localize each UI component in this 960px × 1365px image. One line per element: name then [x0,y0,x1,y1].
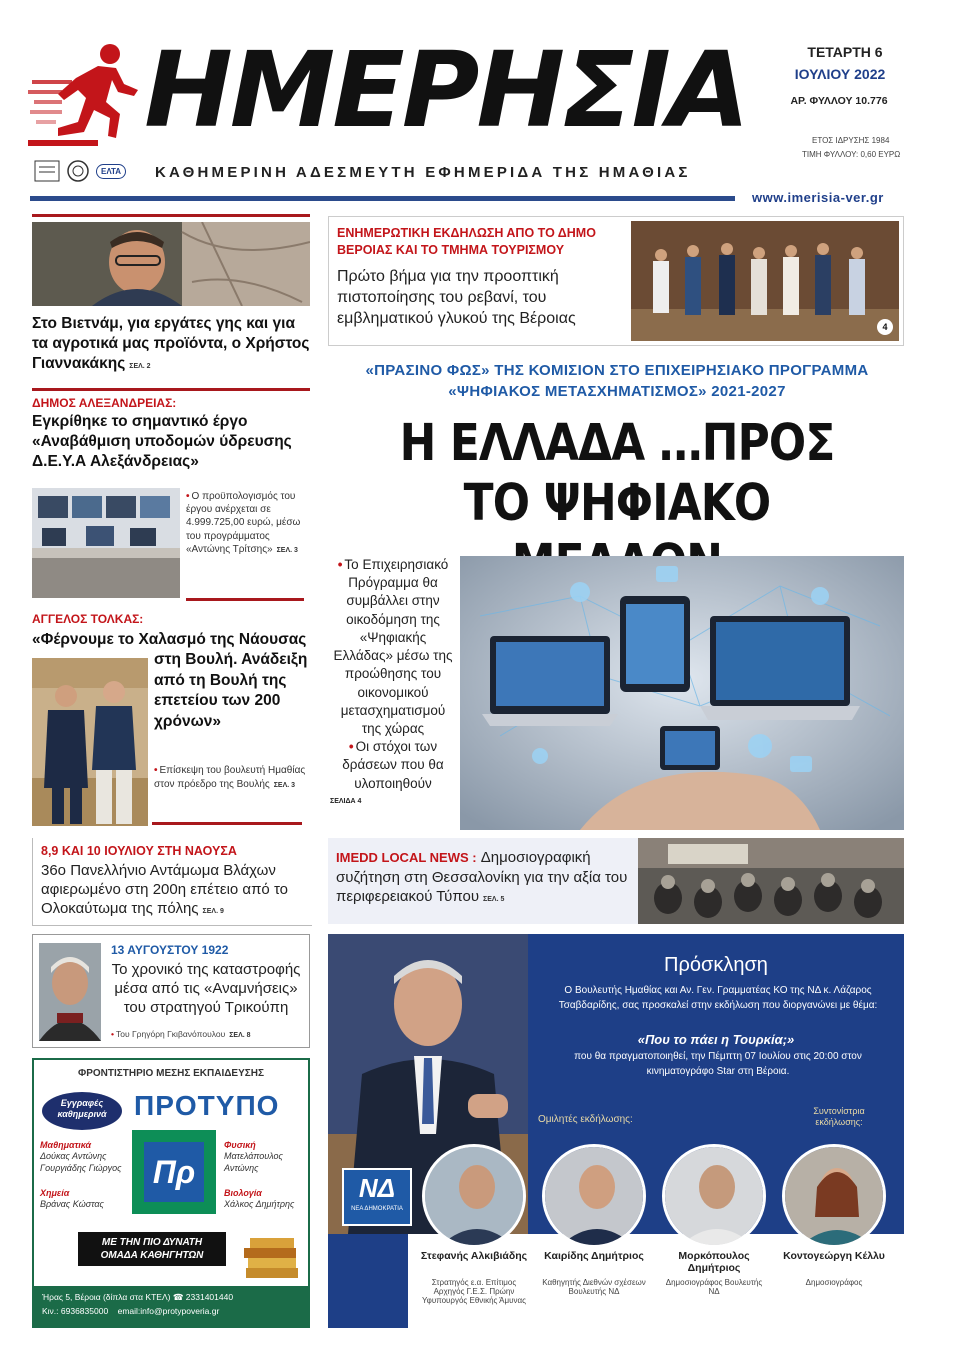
article-headline: Πρώτο βήμα για την προοπτική πιστοποίησης του ρεβανί, του εμβληματικού γλυκού της Βέροιας [337,268,576,327]
article-kicker: ΔΗΜΟΣ ΑΛΕΞΑΝΔΡΕΙΑΣ: [32,396,177,410]
alexandreia-article [32,396,310,472]
lead-bullets [330,556,456,806]
ad-title: ΦΡΟΝΤΙΣΤΗΡΙΟ ΜΕΣΗΣ ΕΚΠΑΙΔΕΥΣΗΣ [78,1068,264,1079]
header-rule [30,196,735,201]
teacher: Ματελάπουλος Αντώνης [224,1151,283,1173]
date-day: ΤΕΤΑΡΤΗ 6 [807,44,883,60]
masthead [0,0,960,210]
divider [186,598,304,601]
invitation-text: Ο Βουλευτής Ημαθίας και Αν. Γεν. Γραμματέας ΚΟ της ΝΔ κ. Λάζαρος Τσαβδαρίδης, σας προσκαλεί στην εκδήλωση που διοργανώνει με θέμα: [558,985,878,1011]
website-link[interactable]: www.imerisia-ver.gr [752,190,884,205]
ad-address: Ήρας 5, Βέροια (δίπλα στα ΚΤΕΛ) [42,1292,171,1302]
coordinator-photo [782,1144,886,1248]
coordinator-label: Συντονίστρια εκδήλωσης: [813,1106,865,1128]
speaker-photo [542,1144,646,1248]
ad-contact: Ήρας 5, Βέροια (δίπλα στα ΚΤΕΛ) ☎ 2331401440 Κιν.: 6936835000 email:info@protypoveria.gr [34,1286,308,1326]
party-logo-sub: ΝΕΑ ΔΗΜΟΚΡΑΤΙΑ [351,1206,403,1212]
date-month: ΙΟΥΛΙΟΥ 2022 [794,66,886,82]
teacher: Βράνας Κώστας [40,1199,104,1209]
conference-photo [638,838,904,924]
lead-headline: Η ΕΛΛΑΔΑ …ΠΡΟΣ ΤΟ ΨΗΦΙΑΚΟ [399,414,835,534]
elta-badge: ΕΛΤΑ [96,164,126,179]
tolkas-note: • Επίσκεψη του βουλευτή Ημαθίας στον πρόεδρο της Βουλής ΣΕΛ. 3 [154,764,308,791]
invitation-theme: «Που το πάει η Τουρκία;» [637,1032,795,1047]
speaker-photo [662,1144,766,1248]
imedd-article [328,838,904,924]
teacher: Δούκας Αντώνης [40,1151,107,1162]
subject: Χημεία [40,1187,70,1198]
speakers-label: Ομιλητές εκδήλωσης: [538,1114,633,1125]
article-headline: 36ο Πανελλήνιο Αντάμωμα Βλάχων αφιερωμένο στη 200η επέτειο από το Ολοκαύτωμα της πόλης ΣΕΛ. 9 [41,862,288,917]
author-photo [39,943,101,1041]
ad-oval: Εγγραφές καθημερινά [42,1092,122,1130]
tourism-photo [631,221,899,341]
ad-right-list [224,1140,308,1210]
control-room-photo [32,488,180,598]
ad-phone[interactable]: 2331401440 [185,1292,234,1302]
protypo-ad[interactable] [32,1058,310,1328]
vietnam-photo [32,222,310,306]
invitation-title: Πρόσκληση [664,954,768,976]
lead-bullet: • Το Επιχειρησιακό Πρόγραμμα θα συμβάλλει στην οικοδόμηση της «Ψηφιακής Ελλάδας» μέσω της προώθησης του οικονομικού μετασχηματισμού της χώρας [330,556,456,738]
speaker-role: Δημοσιογράφος Βουλευτής ΝΔ [665,1278,763,1297]
divider [32,214,310,217]
article-byline: • Του Γρηγόρη Γκιβανόπουλου ΣΕΛ. 8 [111,1029,251,1039]
article-kicker: 8,9 ΚΑΙ 10 ΙΟΥΛΙΟΥ ΣΤΗ ΝΑΟΥΣΑ [41,844,237,858]
digital-photo [460,556,904,830]
trikoupis-article [32,934,310,1048]
speaker-name: Καιρίδης Δημήτριος [544,1250,644,1262]
ad-brand: ΠΡΟΤΥΠΟ [134,1090,280,1121]
article-headline: Το χρονικό της καταστροφής μέσα από τις «Αναμνήσεις» του στρατηγού Τρικούπη [111,961,301,1016]
subject: Βιολογία [224,1187,262,1198]
lead-kicker: «ΠΡΑΣΙΝΟ ΦΩΣ» ΤΗΣ ΚΟΜΙΣΙΟΝ ΣΤΟ ΕΠΙΧΕΙΡΗΣΙΑΚΟ ΠΡΟΓΡΑΜΜΑ «ΨΗΦΙΑΚΟΣ ΜΕΤΑΣΧΗΜΑΤΙΣΜΟΣ» 2021-2027 [365,362,869,400]
coordinator-role: Δημοσιογράφος [805,1278,863,1287]
article-headline: Εγκρίθηκε το σημαντικό έργο «Αναβάθμιση υποδομών ύδρευσης Δ.Ε.Υ.Α Αλεξάνδρειας» [32,413,292,471]
books-icon [240,1230,302,1280]
founded-year: ΕΤΟΣ ΙΔΡΥΣΗΣ 1984 [812,136,890,145]
teacher: Γουργιάδης Γιώργος [40,1162,122,1173]
ad-logo-mark: Πρ [144,1142,204,1202]
coordinator-name: Κοντογεώργη Κέλλυ [783,1250,885,1262]
tolkas-kicker: ΑΓΓΕΛΟΣ ΤΟΛΚΑΣ: [32,612,144,626]
ad-email[interactable]: email:info@protypoveria.gr [117,1305,220,1316]
certificate-icon [34,160,60,182]
runner-logo-icon [28,40,140,150]
speaker-name: Στεφανής Αλκιβιάδης [420,1250,528,1262]
speaker-name: Μορκόπουλος Δημήτριος [678,1250,750,1275]
speaker-role: Στρατηγός ε.α. Επίτιμος Αρχηγός Γ.Ε.Σ. Πρώην Υφυπουργός Εθνικής Άμυνας [422,1278,526,1306]
seal-icon [66,159,90,183]
cert-badges [34,158,134,184]
article-kicker: IMEDD LOCAL NEWS : [336,850,477,865]
party-logo-text: ΝΔ [358,1173,396,1203]
ad-slogan: ΜΕ ΤΗΝ ΠΙΟ ΔΥΝΑΤΗ ΟΜΑΔΑ ΚΑΘΗΓΗΤΩΝ [78,1232,226,1266]
lead-bullet: • Οι στόχοι των δράσεων που θα υλοποιηθούν [330,738,456,793]
article-kicker: ΕΝΗΜΕΡΩΤΙΚΗ ΕΚΔΗΛΩΣΗ ΑΠΟ ΤΟ ΔΗΜΟ ΒΕΡΟΙΑΣ ΚΑΙ ΤΟ ΤΜΗΜΑ ΤΟΥΡΙΣΜΟΥ [337,226,596,257]
price: ΤΙΜΗ ΦΥΛΛΟΥ: 0,60 ΕΥΡΩ [802,150,901,159]
vietnam-headline: Στο Βιετνάμ, για εργάτες γης και για τα αγροτικά μας προϊόντα, ο Χρήστος Γιαννακάκης ΣΕΛ. 2 [32,315,310,373]
invitation-details: που θα πραγματοποιηθεί, την Πέμπτη 07 Ιουλίου στις 20:00 στον κινηματογράφο Star στη Βέροια. [574,1051,862,1077]
teacher: Χάλκος Δημήτρης [224,1199,295,1209]
article-headline: IMEDD LOCAL NEWS : Δημοσιογραφική συζήτηση στη Θεσσαλονίκη για την αξία του περιφερειακού Τύπου ΣΕΛ. 5 [336,849,628,905]
tagline: ΚΑΘΗΜΕΡΙΝΗ ΑΔΕΣΜΕΥΤΗ ΕΦΗΜΕΡΙΔΑ ΤΗΣ ΗΜΑΘΙΑΣ [155,164,691,181]
ad-left-list [40,1140,132,1210]
speaker-role: Καθηγητής Διεθνών σχέσεων Βουλευτής ΝΔ [542,1278,646,1297]
newspaper-title: ΗΜΕΡΗΣΙΑ [144,29,747,151]
issue-number: ΑΡ. ΦΥΛΛΟΥ 10.776 [790,95,888,107]
page-badge: 4 [877,319,893,335]
invitation-ad[interactable] [328,934,904,1328]
divider [32,388,310,391]
ad-logo [132,1130,216,1214]
subject: Φυσική [224,1140,256,1150]
tourism-article [328,216,904,346]
tolkas-headline: «Φέρνουμε το Χαλασμό της Νάουσας στη Βουλή. Ανάδειξη από τη Βουλή της επετείου των 200 χρόνων» [32,631,308,730]
naousa-article [32,838,312,926]
ad-mobile[interactable]: Κιν.: 6936835000 [42,1305,109,1316]
page-ref: ΣΕΛΙΔΑ 4 [330,797,362,805]
alexandreia-note: • Ο προϋπολογισμός του έργου ανέρχεται σε 4.999.725,00 ευρώ, μέσω του προγράμματος «Αντώνης Τρίτσης» ΣΕΛ. 3 [186,490,310,556]
article-kicker: 13 ΑΥΓΟΥΣΤΟΥ 1922 [111,943,229,957]
divider [152,822,302,825]
speaker-photo [422,1144,526,1248]
party-logo [342,1168,412,1226]
subject: Μαθηματικά [40,1140,92,1150]
